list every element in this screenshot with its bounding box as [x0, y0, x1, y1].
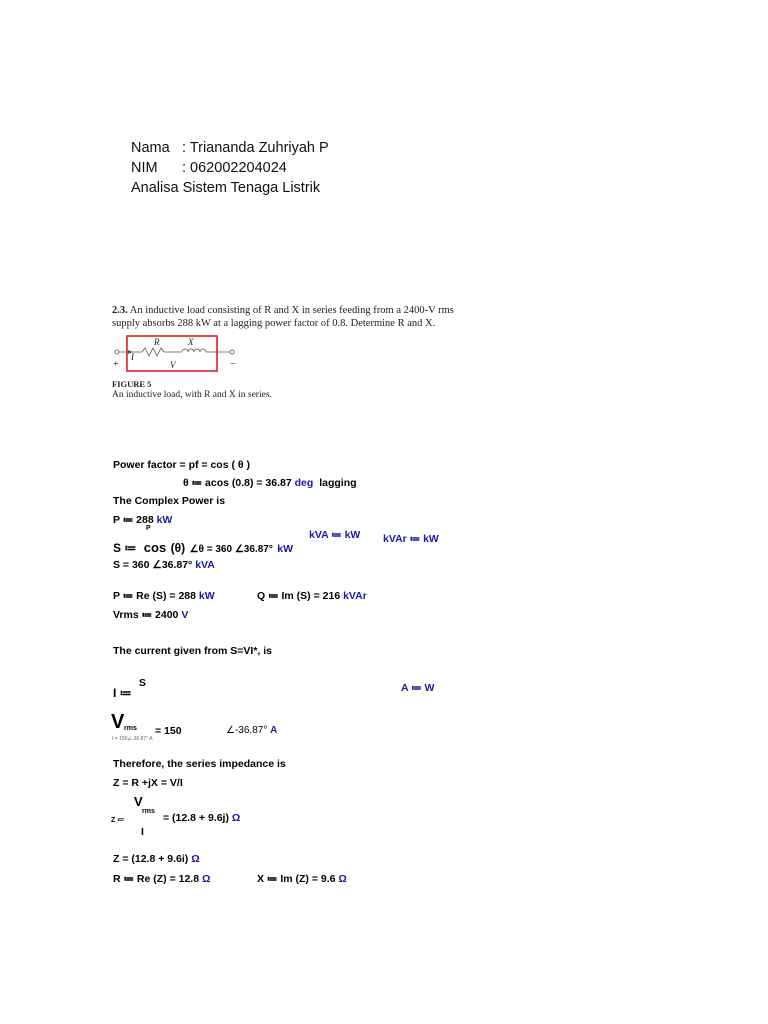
vrms-expr: Vrms ≔ 2400: [113, 609, 179, 621]
z-result-unit: Ω: [191, 853, 200, 865]
s-value: [113, 559, 215, 571]
q-imag-part: [257, 590, 367, 602]
i-angle-line: [226, 725, 277, 736]
s-val-expr: S = 360 ∠36.87°: [113, 559, 193, 571]
i-denominator-sub: rms: [124, 725, 137, 732]
s-val-unit: kVA: [195, 559, 215, 571]
z-numerator-sub: rms: [142, 808, 155, 815]
impedance-heading: Therefore, the series impedance is: [113, 758, 286, 770]
course-title: Analisa Sistem Tenaga Listrik: [131, 180, 321, 196]
q-im-unit: kVAr: [343, 590, 367, 602]
inductor-icon: [182, 349, 206, 352]
p-re-expr: P ≔ Re (S) = 288: [113, 590, 196, 602]
nim-value: : 062002204024: [182, 160, 287, 176]
complex-power-heading: The Complex Power is: [113, 495, 226, 507]
circuit-v-label: V: [170, 360, 176, 370]
x-result-unit: Ω: [338, 873, 347, 885]
tiny-note: I = 150∠-36.87° A: [112, 736, 153, 742]
name-label: Nama: [131, 140, 170, 156]
nim-label: NIM: [131, 160, 158, 176]
p-def-expr: P ≔ 288: [113, 514, 154, 526]
s-def-lhs: S ≔: [113, 541, 137, 555]
theta-line: [183, 477, 357, 489]
aw-definition: A ≔ W: [401, 682, 435, 694]
circuit-minus-sign: −: [230, 359, 236, 370]
problem-line-1: [112, 305, 454, 318]
q-im-expr: Q ≔ Im (S) = 216: [257, 590, 341, 602]
name-value: : Triananda Zuhriyah P: [182, 140, 329, 156]
circuit-r-label: R: [154, 337, 160, 347]
vrms-definition: [113, 609, 188, 621]
figure-caption: An inductive load, with R and X in series.: [112, 390, 272, 400]
circuit-plus-sign: +: [113, 359, 119, 370]
r-result: [113, 873, 210, 885]
kva-definition: kVA ≔ kW: [309, 529, 361, 541]
problem-text-1: An inductive load consisting of R and X in series feeding from a 2400-V rms: [129, 305, 454, 316]
i-lhs: I ≔: [113, 686, 132, 700]
p-real-part: [113, 590, 215, 602]
i-angle-unit: A: [270, 725, 278, 736]
problem-number: 2.3.: [112, 305, 128, 316]
z-denominator: I: [141, 826, 144, 838]
p-re-unit: kW: [198, 590, 215, 602]
circuit-i-label: I: [131, 352, 134, 362]
p-definition: [113, 514, 172, 526]
theta-expr: θ ≔ acos (0.8) = 36.87: [183, 477, 292, 489]
z-value: [163, 812, 240, 824]
z-val-expr: = (12.8 + 9.6j): [163, 812, 229, 824]
z-result: [113, 853, 200, 865]
z-result-expr: Z = (12.8 + 9.6i): [113, 853, 189, 865]
theta-suffix: lagging: [319, 477, 357, 489]
s-def-cos: cos: [143, 540, 167, 555]
i-angle: ∠-36.87°: [226, 725, 268, 736]
power-factor-line: Power factor = pf = cos ( θ ): [113, 459, 250, 471]
p-def-unit: kW: [156, 514, 173, 526]
x-result: [257, 873, 347, 885]
r-result-unit: Ω: [202, 873, 211, 885]
z-lhs: Z ≔: [111, 817, 125, 824]
i-value: = 150: [155, 725, 182, 737]
i-numerator: S: [139, 677, 147, 689]
figure-title: FIGURE 5: [112, 379, 152, 389]
kvar-definition: kVAr ≔ kW: [383, 533, 439, 545]
s-def-rhs: ∠θ = 360 ∠36.87°: [189, 544, 273, 555]
s-def-unit: kW: [277, 543, 294, 555]
z-definition: Z = R +jX = V/I: [113, 777, 183, 789]
vrms-unit: V: [181, 609, 189, 621]
z-numerator: V: [134, 794, 143, 809]
r-result-expr: R ≔ Re (Z) = 12.8: [113, 873, 200, 885]
right-terminal-icon: [230, 350, 234, 354]
p-subscript: P: [146, 525, 151, 532]
theta-unit: deg: [294, 477, 314, 489]
problem-line-2: supply absorbs 288 kW at a lagging power factor of 0.8. Determine R and X.: [112, 318, 436, 329]
left-terminal-icon: [115, 350, 119, 354]
current-heading: The current given from S=VI*, is: [113, 645, 273, 657]
resistor-icon: [142, 348, 164, 356]
circuit-x-label: X: [188, 337, 194, 347]
z-val-unit: Ω: [231, 812, 241, 824]
x-result-expr: X ≔ Im (Z) = 9.6: [257, 873, 336, 885]
s-def-theta: (θ): [170, 541, 186, 555]
i-denominator: V: [111, 711, 125, 733]
s-definition: [113, 539, 293, 557]
